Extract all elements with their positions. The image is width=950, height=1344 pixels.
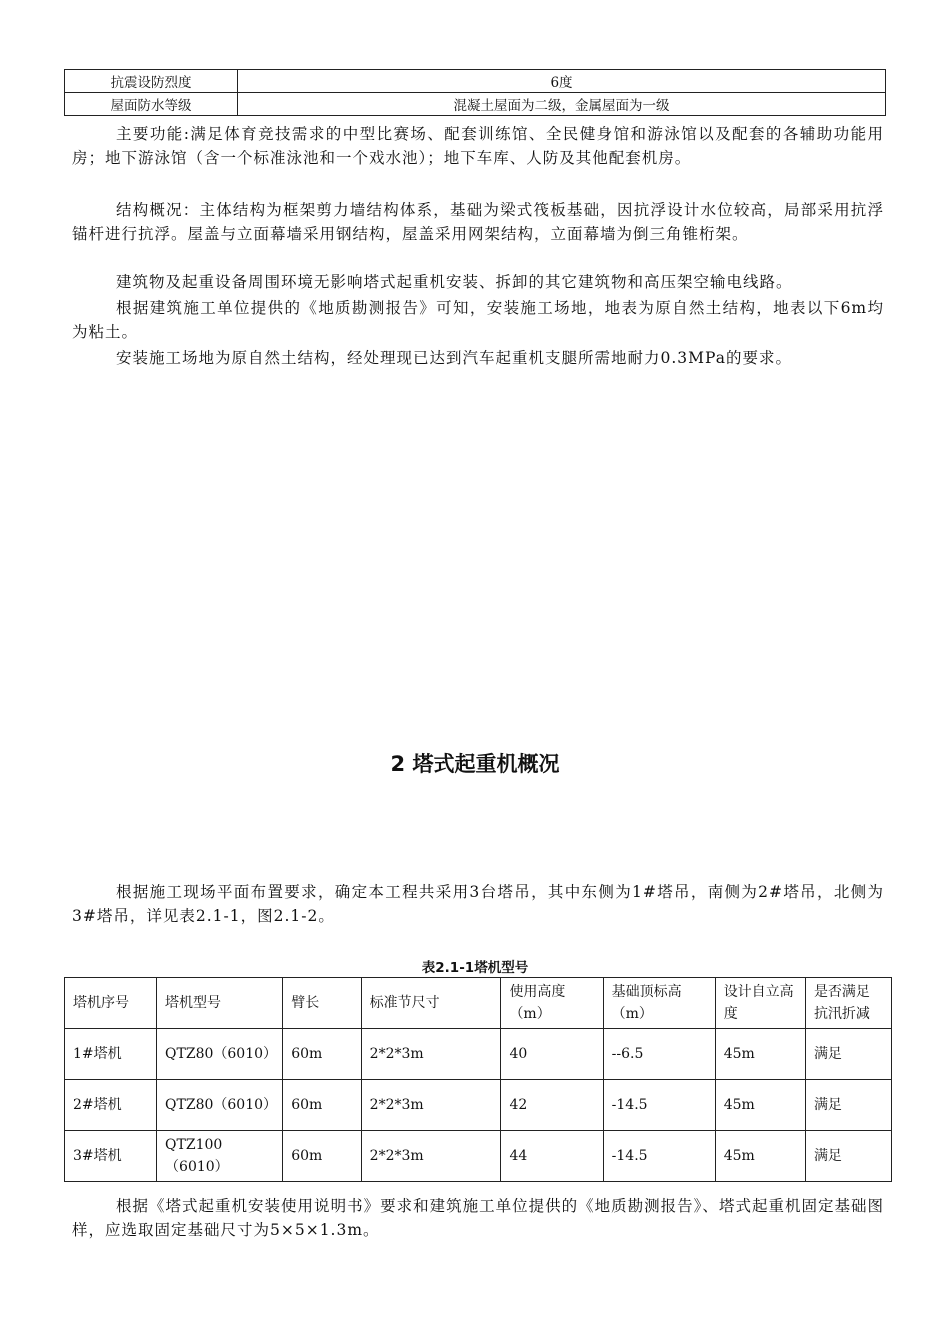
section-closing-paragraph: 根据《塔式起重机安装使用说明书》要求和建筑施工单位提供的《地质勘测报告》、塔式起重机固定基础图样，应选取固定基础尺寸为5×5×1.3m。 xyxy=(72,1197,884,1239)
seismic-value: 6度 xyxy=(238,70,886,93)
structure-paragraph: 结构概况：主体结构为框架剪力墙结构体系，基础为梁式筏板基础，因抗浮设计水位较高，局部采用抗浮锚杆进行抗浮。屋盖与立面幕墙采用钢结构，屋盖采用网架结构，立面幕墙为倒三角锥桁架。 xyxy=(72,201,884,243)
cell-crane-model: QTZ80（6010） xyxy=(157,1029,283,1080)
table-header-row xyxy=(65,978,892,1029)
cell-flood-check: 满足 xyxy=(805,1131,891,1182)
cell-free-height: 45m xyxy=(715,1131,805,1182)
header-flood-check: 是否满足抗汛折减 xyxy=(805,978,891,1029)
main-function-paragraph: 主要功能:满足体育竞技需求的中型比赛场、配套训练馆、全民健身馆和游泳馆以及配套的各辅助功能用房；地下游泳馆（含一个标准泳池和一个戏水池）；地下车库、人防及其他配套机房。 xyxy=(72,125,884,167)
cell-crane-no: 3#塔机 xyxy=(65,1131,157,1182)
table-row xyxy=(65,1080,892,1131)
cell-crane-no: 1#塔机 xyxy=(65,1029,157,1080)
cell-foundation-elevation: --6.5 xyxy=(603,1029,715,1080)
cell-flood-check: 满足 xyxy=(805,1029,891,1080)
cell-foundation-elevation: -14.5 xyxy=(603,1131,715,1182)
cell-use-height: 44 xyxy=(501,1131,603,1182)
site-paragraph: 安装施工场地为原自然土结构，经处理现已达到汽车起重机支腿所需地耐力0.3MPa的要求。 xyxy=(116,349,792,367)
table-caption: 表2.1-1塔机型号 xyxy=(421,960,529,976)
environment-paragraph: 建筑物及起重设备周围环境无影响塔式起重机安装、拆卸的其它建筑物和高压架空输电线路。 xyxy=(116,273,793,291)
geology-paragraph: 根据建筑施工单位提供的《地质勘测报告》可知，安装施工场地，地表为原自然土结构，地表以下6m均为粘土。 xyxy=(72,299,884,341)
cell-section-size: 2*2*3m xyxy=(361,1029,501,1080)
header-free-height: 设计自立高度 xyxy=(715,978,805,1029)
header-use-height: 使用高度（m） xyxy=(501,978,603,1029)
table-row xyxy=(65,93,886,116)
cell-section-size: 2*2*3m xyxy=(361,1131,501,1182)
section-intro-paragraph: 根据施工现场平面布置要求，确定本工程共采用3台塔吊，其中东侧为1#塔吊，南侧为2#塔吊，北侧为3#塔吊，详见表2.1-1，图2.1-2。 xyxy=(72,883,884,925)
cell-use-height: 40 xyxy=(501,1029,603,1080)
building-info-table xyxy=(64,69,886,116)
header-boom-length: 臂长 xyxy=(283,978,361,1029)
header-crane-no: 塔机序号 xyxy=(65,978,157,1029)
header-crane-model: 塔机型号 xyxy=(157,978,283,1029)
cell-section-size: 2*2*3m xyxy=(361,1080,501,1131)
table-row xyxy=(65,1029,892,1080)
cell-foundation-elevation: -14.5 xyxy=(603,1080,715,1131)
cell-boom-length: 60m xyxy=(283,1029,361,1080)
seismic-label: 抗震设防烈度 xyxy=(65,70,238,93)
crane-model-table xyxy=(64,977,892,1182)
table-row xyxy=(65,1131,892,1182)
waterproof-value: 混凝土屋面为二级，金属屋面为一级 xyxy=(238,93,886,116)
header-section-size: 标准节尺寸 xyxy=(361,978,501,1029)
cell-boom-length: 60m xyxy=(283,1080,361,1131)
cell-crane-model: QTZ100（6010） xyxy=(157,1131,283,1182)
cell-flood-check: 满足 xyxy=(805,1080,891,1131)
cell-free-height: 45m xyxy=(715,1080,805,1131)
header-foundation-elevation: 基础顶标高（m） xyxy=(603,978,715,1029)
cell-crane-model: QTZ80（6010） xyxy=(157,1080,283,1131)
cell-crane-no: 2#塔机 xyxy=(65,1080,157,1131)
waterproof-label: 屋面防水等级 xyxy=(65,93,238,116)
section-heading: 2 塔式起重机概况 xyxy=(390,752,560,776)
cell-boom-length: 60m xyxy=(283,1131,361,1182)
cell-use-height: 42 xyxy=(501,1080,603,1131)
table-row xyxy=(65,70,886,93)
cell-free-height: 45m xyxy=(715,1029,805,1080)
